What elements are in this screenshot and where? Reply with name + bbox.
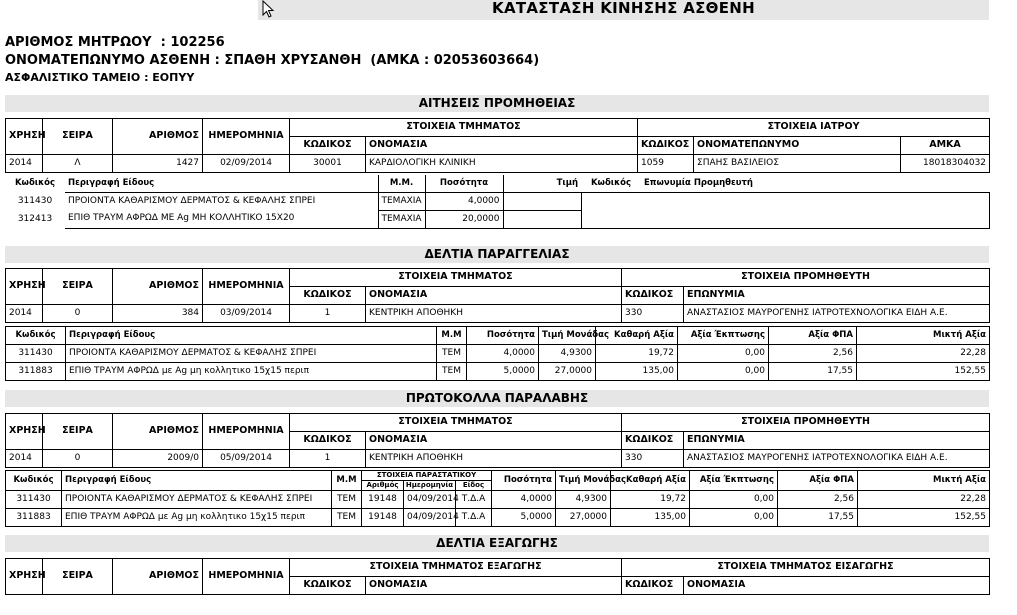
- section-heading-receipts: ΠΡΩΤΟΚΟΛΛΑ ΠΑΡΑΛΑΒΗΣ: [5, 390, 989, 407]
- orders-header-table: ΧΡΗΣΗ ΣΕΙΡΑ ΑΡΙΘΜΟΣ ΗΜΕΡΟΜΗΝΙΑ ΣΤΟΙΧΕΙΑ ΤΜΗΜΑΤΟΣ ΣΤΟΙΧΕΙΑ ΠΡΟΜΗΘΕΥΤΗ ΚΩΔΙΚΟΣ ΟΝΟΜΑΣΙΑ ΚΩΔΙΚΟΣ ΕΠΩΝΥΜΙΑ 2014 0 384 03/09/2014 1 ΚΕΝΤΡΙΚΗ ΑΠΟΘΗΚΗ 330 ΑΝΑΣΤΑΣΙΟΣ ΜΑΥΡΟΓΕΝΗΣ ΙΑΤΡΟΤΕΧΝΟΛΟΓΙΚΑ ΕΙΔΗ Α.Ε.: [5, 268, 990, 323]
- orders-items-table: Κωδικός Περιγραφή Είδους Μ.Μ Ποσότητα Τιμή Μονάδας Καθαρή Αξία Αξία Έκπτωσης Αξία ΦΠΑ Μικτή Αξία 311430 ΠΡΟΙΟΝΤΑ ΚΑΘΑΡΙΣΜΟΥ ΔΕΡΜΑΤΟΣ & ΚΕΦΑΛΗΣ ΣΠΡΕΙ ΤΕΜ 4,0000 4,9300 19,72 0,00 2,56 22,28 311883 ΕΠΙΘ ΤΡΑΥΜ ΑΦΡΩΔ με Ag μη κολλητικο 15χ15 περιπ ΤΕΜ 5,0000 27,0000 135,00 0,00 17,55 152,55: [5, 326, 990, 381]
- col-dept-name: ΟΝΟΜΑΣΙΑ: [366, 137, 638, 155]
- receipts-header-table: ΧΡΗΣΗ ΣΕΙΡΑ ΑΡΙΘΜΟΣ ΗΜΕΡΟΜΗΝΙΑ ΣΤΟΙΧΕΙΑ ΤΜΗΜΑΤΟΣ ΣΤΟΙΧΕΙΑ ΠΡΟΜΗΘΕΥΤΗ ΚΩΔΙΚΟΣ ΟΝΟΜΑΣΙΑ ΚΩΔΙΚΟΣ ΕΠΩΝΥΜΙΑ 2014 0 2009/0 05/09/2014 1 ΚΕΝΤΡΙΚΗ ΑΠΟΘΗΚΗ 330 ΑΝΑΣΤΑΣΙΟΣ ΜΑΥΡΟΓΕΝΗΣ ΙΑΤΡΟΤΕΧΝΟΛΟΓΙΚΑ ΕΙΔΗ Α.Ε.: [5, 413, 990, 468]
- col-doctor-group: ΣΤΟΙΧΕΙΑ ΙΑΤΡΟΥ: [638, 119, 990, 137]
- mouse-cursor-icon: [262, 0, 276, 20]
- page-title: ΚΑΤΑΣΤΑΣΗ ΚΙΝΗΣΗΣ ΑΣΘΕΝΗ: [492, 0, 755, 17]
- table-row: 2014 Λ 1427 02/09/2014 30001 ΚΑΡΔΙΟΛΟΓΙΚΗ ΚΛΙΝΙΚΗ 1059 ΣΠΑΗΣ ΒΑΣΙΛΕΙΟΣ 18018304032: [6, 155, 990, 173]
- section-heading-orders: ΔΕΛΤΙΑ ΠΑΡΑΓΓΕΛΙΑΣ: [5, 246, 989, 263]
- receipts-items-table: Κωδικός Περιγραφή Είδους Μ.Μ ΣΤΟΙΧΕΙΑ ΠΑΡΑΣΤΑΤΙΚΟΥ Ποσότητα Τιμή Μονάδας Καθαρή Αξία Αξία Έκπτωσης Αξία ΦΠΑ Μικτή Αξία Αριθμός Ημερομηνία Είδος 311430 ΠΡΟΙΟΝΤΑ ΚΑΘΑΡΙΣΜΟΥ ΔΕΡΜΑΤΟΣ & ΚΕΦΑΛΗΣ ΣΠΡΕΙ ΤΕΜ 19148 04/09/2014 Τ.Δ.Α 4,0000 4,9300 19,72 0,00 2,56 22,28 311883 ΕΠΙΘ ΤΡΑΥΜ ΑΦΡΩΔ με Ag μη κολλητικο 15χ15 περιπ ΤΕΜ 19148 04/09/2014 Τ.Δ.Α 5,0000 27,0000 135,00 0,00 17,55 152,55: [5, 470, 990, 527]
- table-row: 2014 0 384 03/09/2014 1 ΚΕΝΤΡΙΚΗ ΑΠΟΘΗΚΗ 330 ΑΝΑΣΤΑΣΙΟΣ ΜΑΥΡΟΓΕΝΗΣ ΙΑΤΡΟΤΕΧΝΟΛΟΓΙΚΑ ΕΙΔΗ Α.Ε.: [6, 305, 990, 323]
- table-row: 311883 ΕΠΙΘ ΤΡΑΥΜ ΑΦΡΩΔ με Ag μη κολλητικο 15χ15 περιπ ΤΕΜ 5,0000 27,0000 135,00 0,00 17,55 152,55: [6, 363, 990, 381]
- table-row: 312413 ΕΠΙΘ ΤΡΑΥΜ ΑΦΡΩΔ ΜΕ Ag ΜΗ ΚΟΛΛΗΤΙΚΟ 15X20 ΤΕΜΑΧΙΑ 20,0000: [5, 211, 989, 229]
- table-row: 311430 ΠΡΟΙΟΝΤΑ ΚΑΘΑΡΙΣΜΟΥ ΔΕΡΜΑΤΟΣ & ΚΕΦΑΛΗΣ ΣΠΡΕΙ ΤΕΜ 19148 04/09/2014 Τ.Δ.Α 4,0000 4,9300 19,72 0,00 2,56 22,28: [6, 491, 990, 509]
- table-row: 311883 ΕΠΙΘ ΤΡΑΥΜ ΑΦΡΩΔ με Ag μη κολλητικο 15χ15 περιπ ΤΕΜ 19148 04/09/2014 Τ.Δ.Α 5,0000 27,0000 135,00 0,00 17,55 152,55: [6, 509, 990, 527]
- insurance-fund: ΑΣΦΑΛΙΣΤΙΚΟ ΤΑΜΕΙΟ : ΕΟΠΥΥ: [5, 71, 195, 84]
- requests-header-table: [5, 118, 990, 173]
- col-year: ΧΡΗΣΗ: [6, 119, 43, 155]
- col-date: ΗΜΕΡΟΜΗΝΙΑ: [203, 119, 290, 155]
- col-dept-group: ΣΤΟΙΧΕΙΑ ΤΜΗΜΑΤΟΣ: [290, 119, 638, 137]
- section-heading-exports: ΔΕΛΤΙΑ ΕΞΑΓΩΓΗΣ: [5, 535, 989, 552]
- table-row: 2014 0 2009/0 05/09/2014 1 ΚΕΝΤΡΙΚΗ ΑΠΟΘΗΚΗ 330 ΑΝΑΣΤΑΣΙΟΣ ΜΑΥΡΟΓΕΝΗΣ ΙΑΤΡΟΤΕΧΝΟΛΟΓΙΚΑ ΕΙΔΗ Α.Ε.: [6, 450, 990, 468]
- table-row: 311430 ΠΡΟΙΟΝΤΑ ΚΑΘΑΡΙΣΜΟΥ ΔΕΡΜΑΤΟΣ & ΚΕΦΑΛΗΣ ΣΠΡΕΙ ΤΕΜΑΧΙΑ 4,0000: [5, 193, 989, 211]
- requests-items-table: Κωδικός Περιγραφή Είδους Μ.Μ. Ποσότητα Τιμή Κωδικός Επωνυμία Προμηθευτή 311430 ΠΡΟΙΟΝΤΑ ΚΑΘΑΡΙΣΜΟΥ ΔΕΡΜΑΤΟΣ & ΚΕΦΑΛΗΣ ΣΠΡΕΙ ΤΕΜΑΧΙΑ 4,0000 312413 ΕΠΙΘ ΤΡΑΥΜ ΑΦΡΩΔ ΜΕ Ag ΜΗ ΚΟΛΛΗΤΙΚΟ 15X20 ΤΕΜΑΧΙΑ 20,0000: [5, 175, 990, 229]
- section-heading-requests: ΑΙΤΗΣΕΙΣ ΠΡΟΜΗΘΕΙΑΣ: [5, 95, 989, 112]
- col-series: ΣΕΙΡΑ: [43, 119, 113, 155]
- table-row: 311430 ΠΡΟΙΟΝΤΑ ΚΑΘΑΡΙΣΜΟΥ ΔΕΡΜΑΤΟΣ & ΚΕΦΑΛΗΣ ΣΠΡΕΙ ΤΕΜ 4,0000 4,9300 19,72 0,00 2,56 22,28: [6, 345, 990, 363]
- col-dept-code: ΚΩΔΙΚΟΣ: [290, 137, 366, 155]
- exports-header-table: ΧΡΗΣΗ ΣΕΙΡΑ ΑΡΙΘΜΟΣ ΗΜΕΡΟΜΗΝΙΑ ΣΤΟΙΧΕΙΑ ΤΜΗΜΑΤΟΣ ΕΞΑΓΩΓΗΣ ΣΤΟΙΧΕΙΑ ΤΜΗΜΑΤΟΣ ΕΙΣΑΓΩΓΗΣ ΚΩΔΙΚΟΣ ΟΝΟΜΑΣΙΑ ΚΩΔΙΚΟΣ ΟΝΟΜΑΣΙΑ: [5, 558, 990, 595]
- col-doctor-amka: ΑΜΚΑ: [901, 137, 990, 155]
- col-doctor-code: ΚΩΔΙΚΟΣ: [638, 137, 694, 155]
- record-number: ΑΡΙΘΜΟΣ ΜΗΤΡΩΟΥ : 102256: [5, 35, 225, 50]
- col-doctor-name: ΟΝΟΜΑΤΕΠΩΝΥΜΟ: [694, 137, 901, 155]
- patient-name: ΟΝΟΜΑΤΕΠΩΝΥΜΟ ΑΣΘΕΝΗ : ΣΠΑΘΗ ΧΡΥΣΑΝΘΗ (ΑΜΚΑ : 02053603664): [5, 53, 540, 68]
- col-number: ΑΡΙΘΜΟΣ: [113, 119, 203, 155]
